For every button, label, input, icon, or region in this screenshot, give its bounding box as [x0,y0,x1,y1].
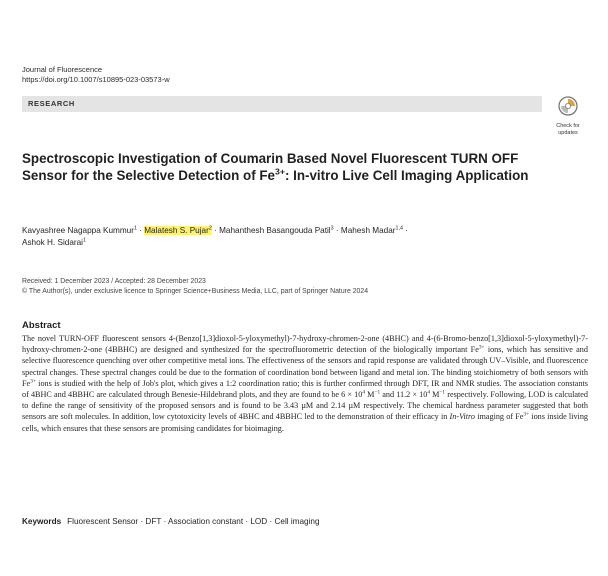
publication-dates [22,277,368,296]
article-title: Spectroscopic Investigation of Coumarin Based Novel Fluorescent TURN OFF Sensor for the Selective Detection of $Fe^{3+}$: In-vitro Live Cell Imaging Application [22,151,529,183]
author[interactable]: Mahanthesh Basangouda Patil [219,226,331,235]
keywords-terms: Fluorescent Sensor · DFT · Association constant · LOD · Cell imaging [67,517,320,526]
keywords-label: Keywords [22,517,62,526]
author-list: Kavyashree Nagappa Kummur$^1$ · Malatesh S. Pujar$^2$ · Mahanthesh Basangouda Patil$^3$ · Mahesh Madar$^{1,4}$ · Ashok H. Sidarai$^1$ [22,225,408,247]
abstract-heading: Abstract [22,320,61,331]
copyright-line: © The Author(s), under exclusive licence to Springer Science+Business Media, LLC, part of Springer Nature 2024 [22,287,369,295]
check-for-updates-badge[interactable] [548,96,588,136]
keywords-line [22,517,320,526]
author-highlighted: Malatesh S. Pujar$^2$ [144,225,212,235]
author[interactable]: Mahesh Madar [340,226,396,235]
received-accepted: Received: 1 December 2023 / Accepted: 28 December 2023 [22,278,206,285]
check-for-updates-icon [558,96,578,116]
abstract-body: The novel TURN-OFF fluorescent sensors 4-(Benzo[1,3]dioxol-5-yloxymethyl)-7-hydroxy-chromen-2-one (4BHC) and 4-(6-Bromo-benzo[1,3]dioxol-5-yloxymethyl)-7-hydroxy-chromen-2-one (4BBHC) are designed and synthesized for the spectrofluorometric detection of the biologically important $Fe^{3+}$ ions, which has sensitive and selective fluorescence quenching over other competitive metal ions. The effectiveness of the sensors and rapid response are validated through UV–Visible, and fluorescence spectral changes. These spectral changes could be due to the formation of coordination bond between ligand and metal ion. The binding stoichiometry of both sensors with $Fe^{3+}$ ions is studied with the help of Job's plot, which gives a 1:2 coordination ratio; this is further confirmed through DFT, IR and NMR studies. The association constants of 4BHC and 4BBHC are calculated through Benesie-Hildebrand plots, and they are found to be $6 \times 10^4$ $M^{-1}$ and $11.2 \times 10^4$ $M^{-1}$ respectively. Following, LOD is calculated to define the range of sensitivity of the proposed sensors and is found to be 3.43 µM and 2.14 µM respectively. The chemical hardness parameter suggested that both sensors are soft molecules. In addition, low cytotoxicity levels of 4BHC and 4BBHC led to the demonstration of their efficacy in In-Vitro imaging of $Fe^{3+}$ ions inside living cells, which ensures that these sensors are promising candidates for bioimaging. [22,334,589,433]
check-updates-label: Check for updates [556,123,580,136]
journal-header [22,65,170,85]
doi-link[interactable]: https://doi.org/10.1007/s10895-023-03573-w [22,75,170,84]
author[interactable]: Ashok H. Sidarai [22,238,83,247]
section-label-bar: RESEARCH [22,96,542,112]
author[interactable]: Kavyashree Nagappa Kummur [22,226,134,235]
journal-name: Journal of Fluorescence [22,65,103,74]
